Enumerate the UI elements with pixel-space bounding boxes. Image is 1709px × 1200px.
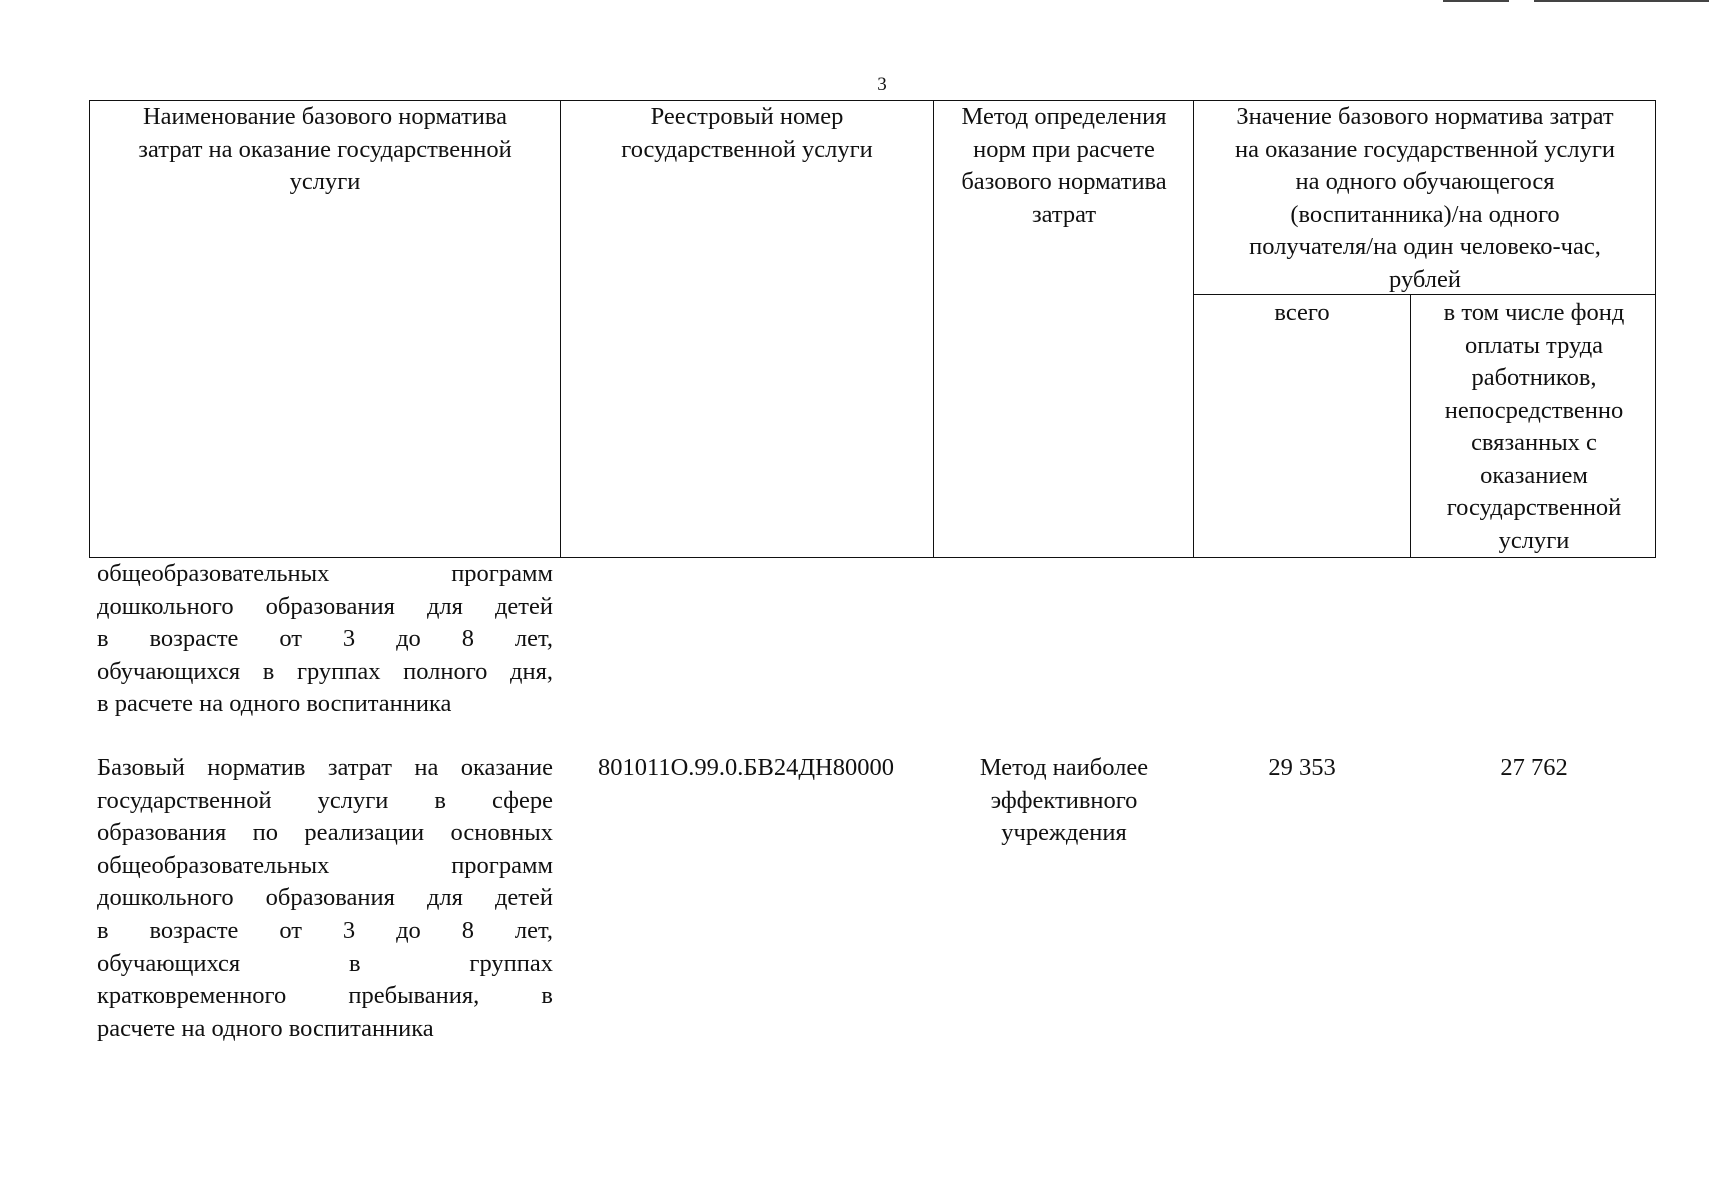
text-line: Базовый норматив затрат на оказание xyxy=(97,754,553,781)
page-number: 3 xyxy=(877,74,887,95)
text-line: общеобразовательных программ xyxy=(97,560,553,587)
row-2-method: Метод наиболее эффективного учреждения xyxy=(979,754,1149,847)
column-divider xyxy=(933,101,934,557)
header-registry-number: Реестровый номер государственной услуги xyxy=(621,103,873,163)
text-line: образования по реализации основных xyxy=(97,819,553,847)
row-2-registry-number: 801011О.99.0.БВ24ДН80000 xyxy=(598,754,894,781)
header-method: Метод определения норм при расчете базового норматива затрат xyxy=(961,103,1167,228)
row-2-total: 29 353 xyxy=(1268,754,1336,781)
header-name: Наименование базового норматива затрат на оказание государственной услуги xyxy=(138,103,512,195)
text-line: расчете на одного воспитанника xyxy=(97,1014,434,1042)
header-value-group: Значение базового норматива затрат на оказание государственной услуги на одного обучающегося (воспитанника)/на одного получателя/на один человеко-час, рублей xyxy=(1234,103,1616,293)
text-line: общеобразовательных программ xyxy=(97,851,553,879)
scan-edge-mark xyxy=(1534,0,1709,2)
row-1-name xyxy=(97,558,553,721)
text-line: в возрасте от 3 до 8 лет, xyxy=(97,916,553,944)
column-divider xyxy=(560,101,561,557)
text-line: государственной услуги в сфере xyxy=(97,786,553,814)
text-line: в возрасте от 3 до 8 лет, xyxy=(97,625,553,653)
text-line: в расчете на одного воспитанника xyxy=(97,690,452,718)
column-divider xyxy=(1410,294,1411,557)
text-line: кратковременного пребывания, в xyxy=(97,982,553,1010)
text-line: дошкольного образования для детей xyxy=(97,592,553,620)
header-total: всего xyxy=(1274,299,1330,326)
text-line: обучающихся в группах xyxy=(97,949,553,977)
header-payroll: в том числе фонд оплаты труда работников, непосредственно связанных с оказанием государственной услуги xyxy=(1443,299,1625,554)
text-line: дошкольного образования для детей xyxy=(97,884,553,912)
row-2-payroll: 27 762 xyxy=(1500,754,1568,781)
scan-edge-mark xyxy=(1443,0,1509,2)
row-2-name xyxy=(97,752,553,1045)
table-header xyxy=(89,100,1656,558)
text-line: обучающихся в группах полного дня, xyxy=(97,657,553,685)
